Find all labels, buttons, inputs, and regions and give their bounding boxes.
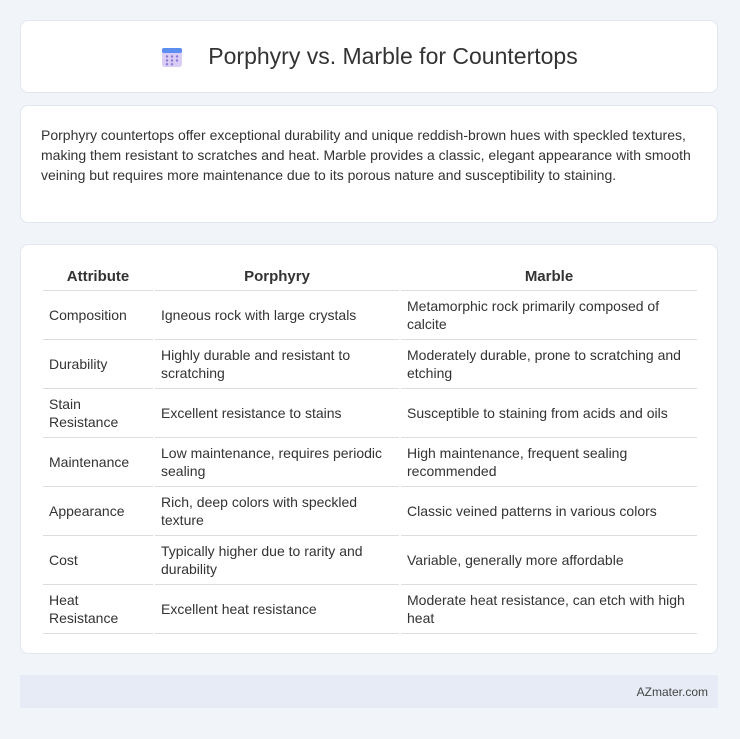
cell-porphyry: Excellent heat resistance: [155, 585, 399, 634]
footer-site-link[interactable]: AZmater.com: [636, 684, 708, 699]
cell-porphyry: Rich, deep colors with speckled texture: [155, 487, 399, 536]
header-card: [20, 20, 718, 93]
comparison-table: [41, 262, 699, 634]
cell-attribute: Cost: [43, 536, 153, 585]
comparison-table-card: [20, 244, 718, 654]
cell-porphyry: Typically higher due to rarity and durability: [155, 536, 399, 585]
table-header-row: [43, 262, 697, 291]
page-title: Porphyry vs. Marble for Countertops: [208, 43, 578, 69]
calendar-grid-icon: [160, 45, 184, 69]
cell-attribute: Maintenance: [43, 438, 153, 487]
table-row: [43, 536, 697, 585]
table-row: [43, 291, 697, 340]
table-row: [43, 487, 697, 536]
cell-attribute: Composition: [43, 291, 153, 340]
header-porphyry: Porphyry: [155, 262, 399, 291]
table-row: [43, 585, 697, 634]
cell-porphyry: Excellent resistance to stains: [155, 389, 399, 438]
table-row: [43, 389, 697, 438]
cell-marble: Moderate heat resistance, can etch with high heat: [401, 585, 697, 634]
cell-marble: Susceptible to staining from acids and oils: [401, 389, 697, 438]
cell-attribute: Heat Resistance: [43, 585, 153, 634]
title-wrap: [160, 43, 577, 70]
cell-marble: Classic veined patterns in various colors: [401, 487, 697, 536]
cell-porphyry: Low maintenance, requires periodic sealing: [155, 438, 399, 487]
cell-marble: High maintenance, frequent sealing recommended: [401, 438, 697, 487]
cell-marble: Variable, generally more affordable: [401, 536, 697, 585]
cell-marble: Metamorphic rock primarily composed of calcite: [401, 291, 697, 340]
intro-paragraph: Porphyry countertops offer exceptional durability and unique reddish-brown hues with speckled textures, making them resistant to scratches and heat. Marble provides a classic, elegant appearance with smooth veining but requires more maintenance due to its porous nature and susceptibility to staining.: [41, 127, 691, 183]
cell-attribute: Durability: [43, 340, 153, 389]
cell-marble: Moderately durable, prone to scratching and etching: [401, 340, 697, 389]
cell-attribute: Appearance: [43, 487, 153, 536]
cell-porphyry: Igneous rock with large crystals: [155, 291, 399, 340]
cell-attribute: Stain Resistance: [43, 389, 153, 438]
table-row: [43, 438, 697, 487]
cell-porphyry: Highly durable and resistant to scratching: [155, 340, 399, 389]
intro-card: [20, 105, 718, 223]
header-marble: Marble: [401, 262, 697, 291]
footer-bar: [20, 675, 718, 708]
header-attribute: Attribute: [43, 262, 153, 291]
table-row: [43, 340, 697, 389]
